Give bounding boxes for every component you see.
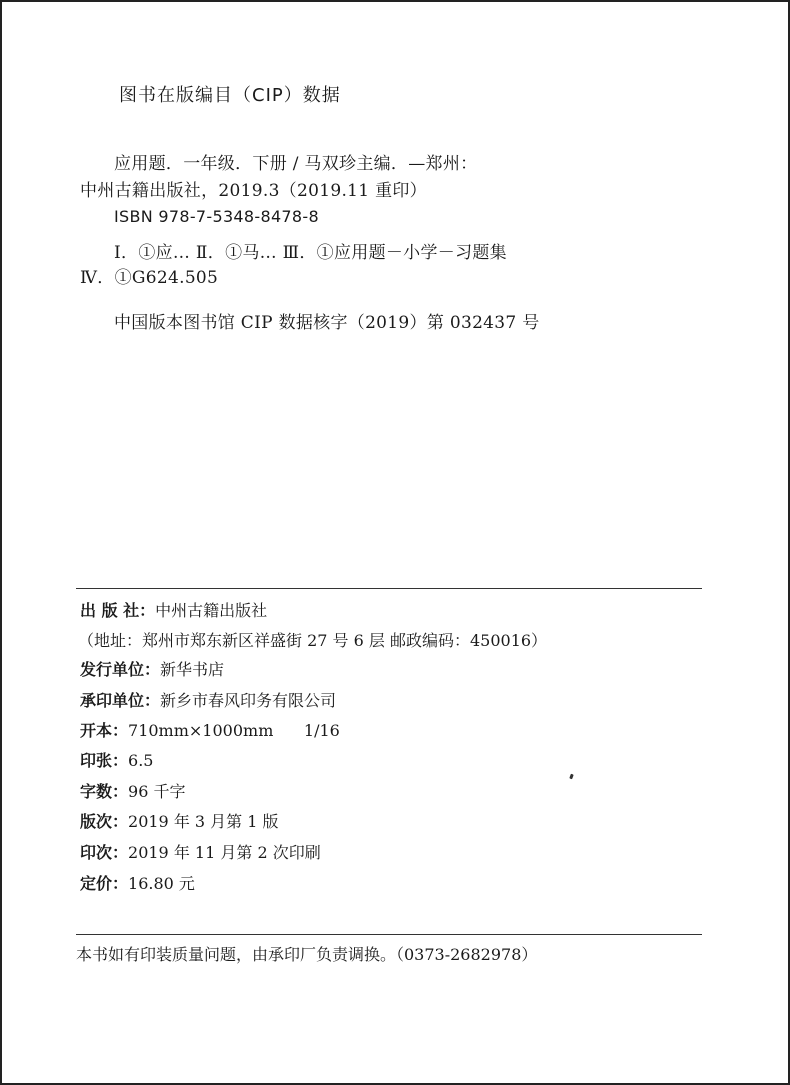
publisher-label: 出 版 社：: [80, 601, 156, 620]
publisher-row: [80, 601, 267, 621]
printer-row: [80, 691, 336, 711]
price-row: [80, 874, 195, 894]
distributor-row: [80, 660, 224, 680]
footer-note: 本书如有印装质量问题，由承印厂负责调换。（0373-2682978）: [76, 945, 538, 964]
edition-row: [80, 812, 279, 832]
sheets-value: 6.5: [128, 751, 154, 770]
cip-class-number: Ⅳ．①G624.505: [80, 268, 219, 288]
address-value: （地址：郑州市郑东新区祥盛街 27 号 6 层 邮政编码：450016）: [78, 631, 548, 650]
words-label: 字数：: [80, 782, 129, 801]
printing-label: 印次：: [80, 843, 129, 862]
printer-label: 承印单位：: [80, 691, 161, 710]
price-label: 定价：: [80, 874, 129, 893]
cip-publisher-line: 中州古籍出版社，2019.3（2019.11 重印）: [80, 181, 427, 201]
distributor-label: 发行单位：: [80, 660, 161, 679]
cip-record-number: 中国版本图书馆 CIP 数据核字（2019）第 032437 号: [114, 313, 540, 333]
edition-value: 2019 年 3 月第 1 版: [128, 812, 279, 831]
words-value: 96 千字: [128, 782, 186, 801]
printing-row: [80, 843, 321, 863]
words-row: [80, 782, 185, 802]
cip-isbn: ISBN 978-7-5348-8478-8: [114, 207, 319, 226]
publisher-value: 中州古籍出版社: [155, 601, 268, 620]
sheets-label: 印张：: [80, 751, 129, 770]
sheets-row: [80, 751, 153, 771]
bottom-divider: [76, 934, 702, 935]
cip-title-line: 应用题．一年级．下册 / 马双珍主编．—郑州：: [114, 154, 478, 174]
edition-label: 版次：: [80, 812, 129, 831]
printing-value: 2019 年 11 月第 2 次印刷: [128, 843, 321, 862]
address-row: [78, 631, 547, 651]
price-value: 16.80 元: [128, 874, 195, 893]
printer-value: 新乡市春风印务有限公司: [160, 691, 337, 710]
top-divider: [76, 588, 702, 589]
cip-classification: Ⅰ．①应… Ⅱ．①马… Ⅲ．①应用题－小学－习题集: [114, 243, 507, 263]
cip-heading: 图书在版编目（CIP）数据: [119, 85, 341, 106]
print-speck: [569, 774, 574, 780]
distributor-value: 新华书店: [160, 660, 225, 679]
format-label: 开本：: [80, 721, 129, 740]
format-row: [80, 721, 340, 741]
format-value: 710mm×1000mm 1/16: [128, 721, 340, 740]
